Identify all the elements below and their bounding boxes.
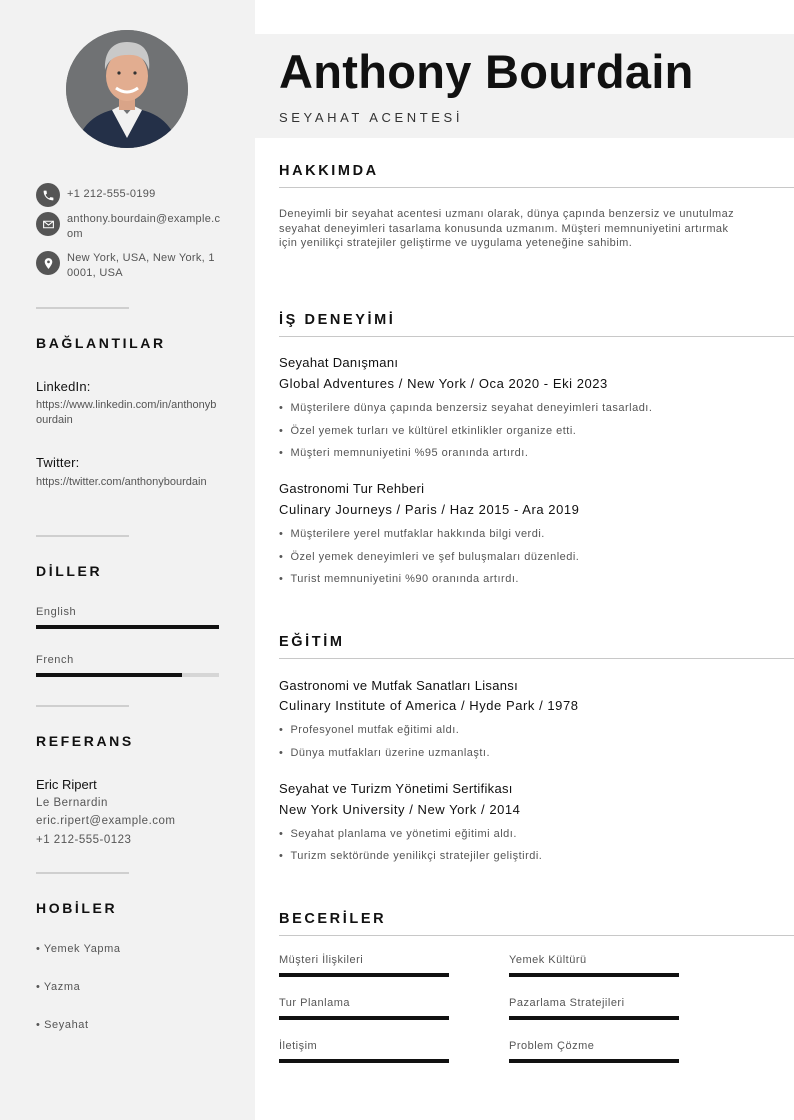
education-bullet: • Dünya mutfakları üzerine uzmanlaştı. <box>279 747 491 759</box>
education-bullet: • Seyahat planlama ve yönetimi eğitimi aldı. <box>279 828 517 840</box>
links-heading: BAĞLANTILAR <box>36 335 166 351</box>
language-name: French <box>36 654 74 666</box>
skill-level-fill <box>509 1016 679 1020</box>
job-bullet-text: Özel yemek deneyimleri ve şef buluşmaları düzenledi. <box>290 551 580 563</box>
twitter-url[interactable]: https://twitter.com/anthonybourdain <box>36 476 207 488</box>
education-bullet-text: Turizm sektöründe yenilikçi stratejiler geliştirdi. <box>290 850 543 862</box>
languages-heading: DİLLER <box>36 563 103 579</box>
skill-level-bar <box>509 1016 679 1020</box>
linkedin-url[interactable]: https://www.linkedin.com/in/anthonybourdain <box>36 399 217 426</box>
skill-level-bar <box>279 1016 449 1020</box>
skill-level-fill <box>509 1059 679 1063</box>
skill-name: Tur Planlama <box>279 997 351 1009</box>
contact-email[interactable] <box>36 212 221 242</box>
experience-heading: İŞ DENEYİMİ <box>279 312 396 328</box>
reference-company: Le Bernardin <box>36 797 108 809</box>
skill-level-bar <box>279 1059 449 1063</box>
linkedin-label: LinkedIn: <box>36 379 91 394</box>
job-bullet-text: Müşteri memnuniyetini %95 oranında artırdı. <box>290 447 529 459</box>
job-bullet-text: Turist memnuniyetini %90 oranında artırdı. <box>290 573 519 585</box>
skill-level-fill <box>279 973 449 977</box>
about-heading: HAKKIMDA <box>279 163 379 179</box>
skill-level-fill <box>279 1059 449 1063</box>
education-bullet-text: Dünya mutfakları üzerine uzmanlaştı. <box>290 747 491 759</box>
hobby-item: • Yemek Yapma <box>36 943 121 955</box>
skill-level-bar <box>509 1059 679 1063</box>
sidebar-divider <box>36 307 129 309</box>
education-bullet-text: Profesyonel mutfak eğitimi aldı. <box>290 724 460 736</box>
job-bullet: • Müşterilere dünya çapında benzersiz seyahat deneyimleri tasarladı. <box>279 402 653 414</box>
contact-address <box>36 251 221 281</box>
job-bullet: • Özel yemek turları ve kültürel etkinlikler organize etti. <box>279 425 577 437</box>
phone-icon <box>36 183 60 207</box>
skill-level-bar <box>279 973 449 977</box>
email-icon <box>36 212 60 236</box>
job-bullet-text: Müşterilere dünya çapında benzersiz seyahat deneyimleri tasarladı. <box>290 402 653 414</box>
job-bullet: • Müşteri memnuniyetini %95 oranında artırdı. <box>279 447 529 459</box>
section-divider <box>279 187 794 188</box>
main-content <box>255 0 794 1120</box>
hobbies-heading: HOBİLER <box>36 900 118 916</box>
reference-heading: REFERANS <box>36 733 134 749</box>
phone-text: +1 212-555-0199 <box>67 188 156 200</box>
degree-title: Seyahat ve Turizm Yönetimi Sertifikası <box>279 781 513 796</box>
language-level-bar <box>36 625 219 629</box>
degree-title: Gastronomi ve Mutfak Sanatları Lisansı <box>279 678 519 693</box>
skill-name: Problem Çözme <box>509 1040 595 1052</box>
job-role: Gastronomi Tur Rehberi <box>279 481 425 496</box>
skill-name: İletişim <box>279 1040 318 1052</box>
language-level-bar <box>36 673 219 677</box>
skill-level-bar <box>509 973 679 977</box>
hobby-item: • Seyahat <box>36 1019 89 1031</box>
about-text: Deneyimli bir seyahat acentesi uzmanı olarak, dünya çapında benzersiz ve unutulmaz seyahat deneyimleri tasarlama konusunda uzmanım. Müşteri memnuniyetini artırmak için yenilikçi stratejiler geliştirme ve uygulama yeteneğine sahibim. <box>279 208 735 250</box>
skills-heading: BECERİLER <box>279 911 387 927</box>
language-level-fill <box>36 673 182 677</box>
job-title: SEYAHAT ACENTESİ <box>279 110 464 125</box>
full-name: Anthony Bourdain <box>279 45 694 98</box>
sidebar-divider <box>36 872 129 874</box>
reference-name: Eric Ripert <box>36 777 97 792</box>
contact-phone <box>36 183 221 207</box>
twitter-label: Twitter: <box>36 455 80 470</box>
job-role: Seyahat Danışmanı <box>279 355 399 370</box>
degree-details: New York University / New York / 2014 <box>279 802 521 817</box>
reference-email[interactable]: eric.ripert@example.com <box>36 815 176 827</box>
skill-level-fill <box>279 1016 449 1020</box>
skill-level-fill <box>509 973 679 977</box>
sidebar-divider <box>36 705 129 707</box>
sidebar <box>0 0 255 1120</box>
education-bullet: • Turizm sektöründe yenilikçi stratejiler geliştirdi. <box>279 850 543 862</box>
section-divider <box>279 336 794 337</box>
skill-name: Pazarlama Stratejileri <box>509 997 625 1009</box>
skill-name: Yemek Kültürü <box>509 954 587 966</box>
hobby-item: • Yazma <box>36 981 81 993</box>
job-bullet: • Müşterilere yerel mutfaklar hakkında bilgi verdi. <box>279 528 545 540</box>
job-details: Culinary Journeys / Paris / Haz 2015 - Ara 2019 <box>279 502 580 517</box>
sidebar-divider <box>36 535 129 537</box>
education-heading: EĞİTİM <box>279 634 345 650</box>
job-bullet: • Özel yemek deneyimleri ve şef buluşmaları düzenledi. <box>279 551 580 563</box>
education-bullet-text: Seyahat planlama ve yönetimi eğitimi aldı. <box>290 828 517 840</box>
profile-photo <box>66 30 188 148</box>
skill-name: Müşteri İlişkileri <box>279 954 364 966</box>
section-divider <box>279 935 794 936</box>
degree-details: Culinary Institute of America / Hyde Park / 1978 <box>279 698 579 713</box>
job-bullet: • Turist memnuniyetini %90 oranında artırdı. <box>279 573 519 585</box>
education-bullet: • Profesyonel mutfak eğitimi aldı. <box>279 724 460 736</box>
job-bullet-text: Müşterilere yerel mutfaklar hakkında bilgi verdi. <box>290 528 545 540</box>
email-text[interactable]: anthony.bourdain@example.com <box>67 213 221 240</box>
job-bullet-text: Özel yemek turları ve kültürel etkinlikler organize etti. <box>290 425 577 437</box>
language-name: English <box>36 606 77 618</box>
name-header <box>255 34 794 138</box>
section-divider <box>279 658 794 659</box>
address-text: New York, USA, New York, 10001, USA <box>67 252 215 279</box>
job-details: Global Adventures / New York / Oca 2020 - Eki 2023 <box>279 376 608 391</box>
language-level-fill <box>36 625 219 629</box>
reference-phone: +1 212-555-0123 <box>36 834 132 846</box>
location-pin-icon <box>36 251 60 275</box>
